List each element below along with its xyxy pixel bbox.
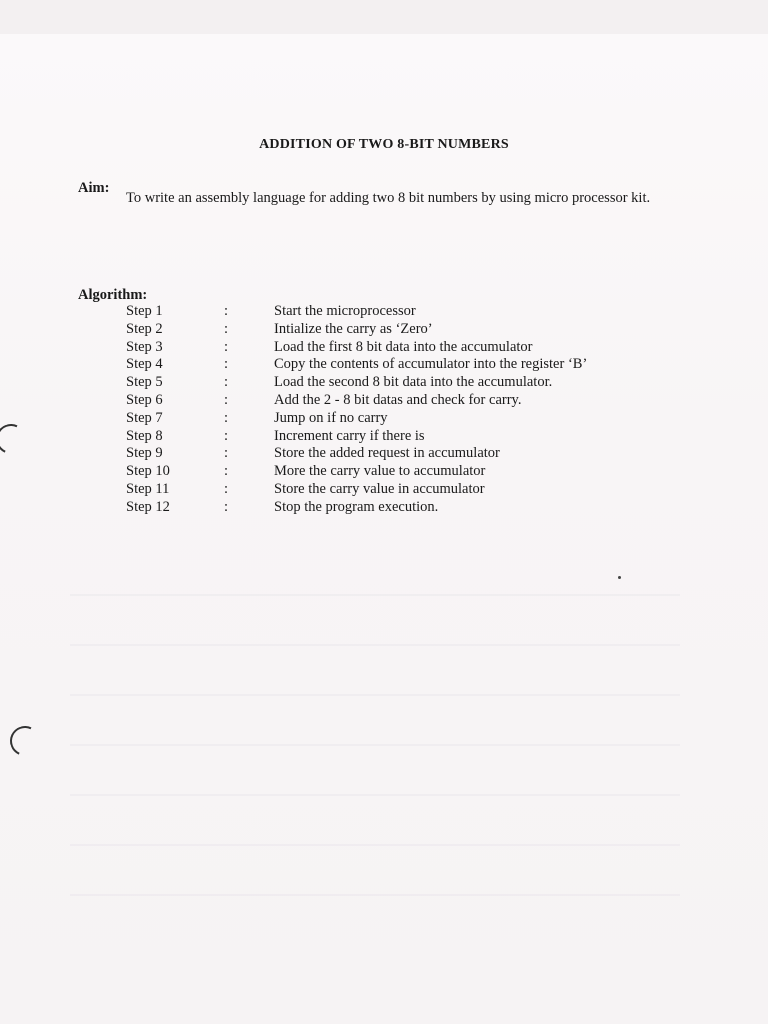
step-separator: : bbox=[224, 391, 229, 408]
step-label: Step 10 bbox=[126, 463, 170, 480]
step-separator: : bbox=[224, 427, 229, 444]
page-title: ADDITION OF TWO 8-BIT NUMBERS bbox=[259, 137, 509, 152]
step-row bbox=[120, 499, 560, 517]
aim-heading: Aim: bbox=[78, 180, 110, 196]
step-description: Add the 2 - 8 bit datas and check for carry. bbox=[274, 391, 522, 408]
step-row bbox=[120, 428, 560, 446]
step-label: Step 3 bbox=[126, 338, 163, 355]
step-label: Step 2 bbox=[126, 320, 163, 337]
step-separator: : bbox=[224, 356, 229, 373]
step-description: Copy the contents of accumulator into the register ‘B’ bbox=[274, 356, 588, 373]
step-description: Load the first 8 bit data into the accumulator bbox=[274, 338, 533, 355]
step-label: Step 1 bbox=[126, 303, 163, 319]
step-description: Stop the program execution. bbox=[274, 498, 439, 515]
step-description: Intialize the carry as ‘Zero’ bbox=[274, 320, 433, 337]
step-description: Start the microprocessor bbox=[274, 303, 416, 319]
step-label: Step 4 bbox=[126, 356, 163, 373]
step-row bbox=[120, 339, 560, 357]
step-description: Store the added request in accumulator bbox=[274, 445, 500, 462]
step-row bbox=[120, 392, 560, 410]
step-description: Load the second 8 bit data into the accumulator. bbox=[274, 374, 553, 391]
step-row bbox=[120, 374, 560, 392]
step-label: Step 12 bbox=[126, 498, 170, 515]
step-description: Store the carry value in accumulator bbox=[274, 480, 485, 497]
step-label: Step 11 bbox=[126, 480, 170, 497]
step-separator: : bbox=[224, 320, 229, 337]
step-separator: : bbox=[224, 374, 229, 391]
step-description: Jump on if no carry bbox=[274, 409, 388, 426]
step-row bbox=[120, 481, 560, 499]
paper-sheet bbox=[0, 34, 768, 1024]
ink-speck bbox=[618, 576, 621, 579]
step-separator: : bbox=[224, 409, 229, 426]
step-separator: : bbox=[224, 463, 229, 480]
step-row bbox=[120, 463, 560, 481]
step-description: More the carry value to accumulator bbox=[274, 463, 486, 480]
step-row bbox=[120, 303, 560, 321]
algorithm-steps bbox=[120, 303, 588, 517]
step-label: Step 9 bbox=[126, 445, 163, 462]
step-separator: : bbox=[224, 480, 229, 497]
step-row bbox=[120, 321, 560, 339]
step-label: Step 6 bbox=[126, 391, 163, 408]
step-row bbox=[120, 445, 560, 463]
step-description: Increment carry if there is bbox=[274, 427, 425, 444]
step-label: Step 5 bbox=[126, 374, 163, 391]
step-row bbox=[120, 356, 588, 374]
step-row bbox=[120, 410, 560, 428]
step-separator: : bbox=[224, 498, 229, 515]
step-separator: : bbox=[224, 445, 229, 462]
aim-text: To write an assembly language for adding two 8 bit numbers by using micro processor kit. bbox=[126, 190, 651, 206]
algorithm-heading: Algorithm: bbox=[78, 287, 148, 303]
step-label: Step 7 bbox=[126, 409, 163, 426]
step-separator: : bbox=[224, 303, 229, 319]
step-separator: : bbox=[224, 338, 229, 355]
step-label: Step 8 bbox=[126, 427, 163, 444]
